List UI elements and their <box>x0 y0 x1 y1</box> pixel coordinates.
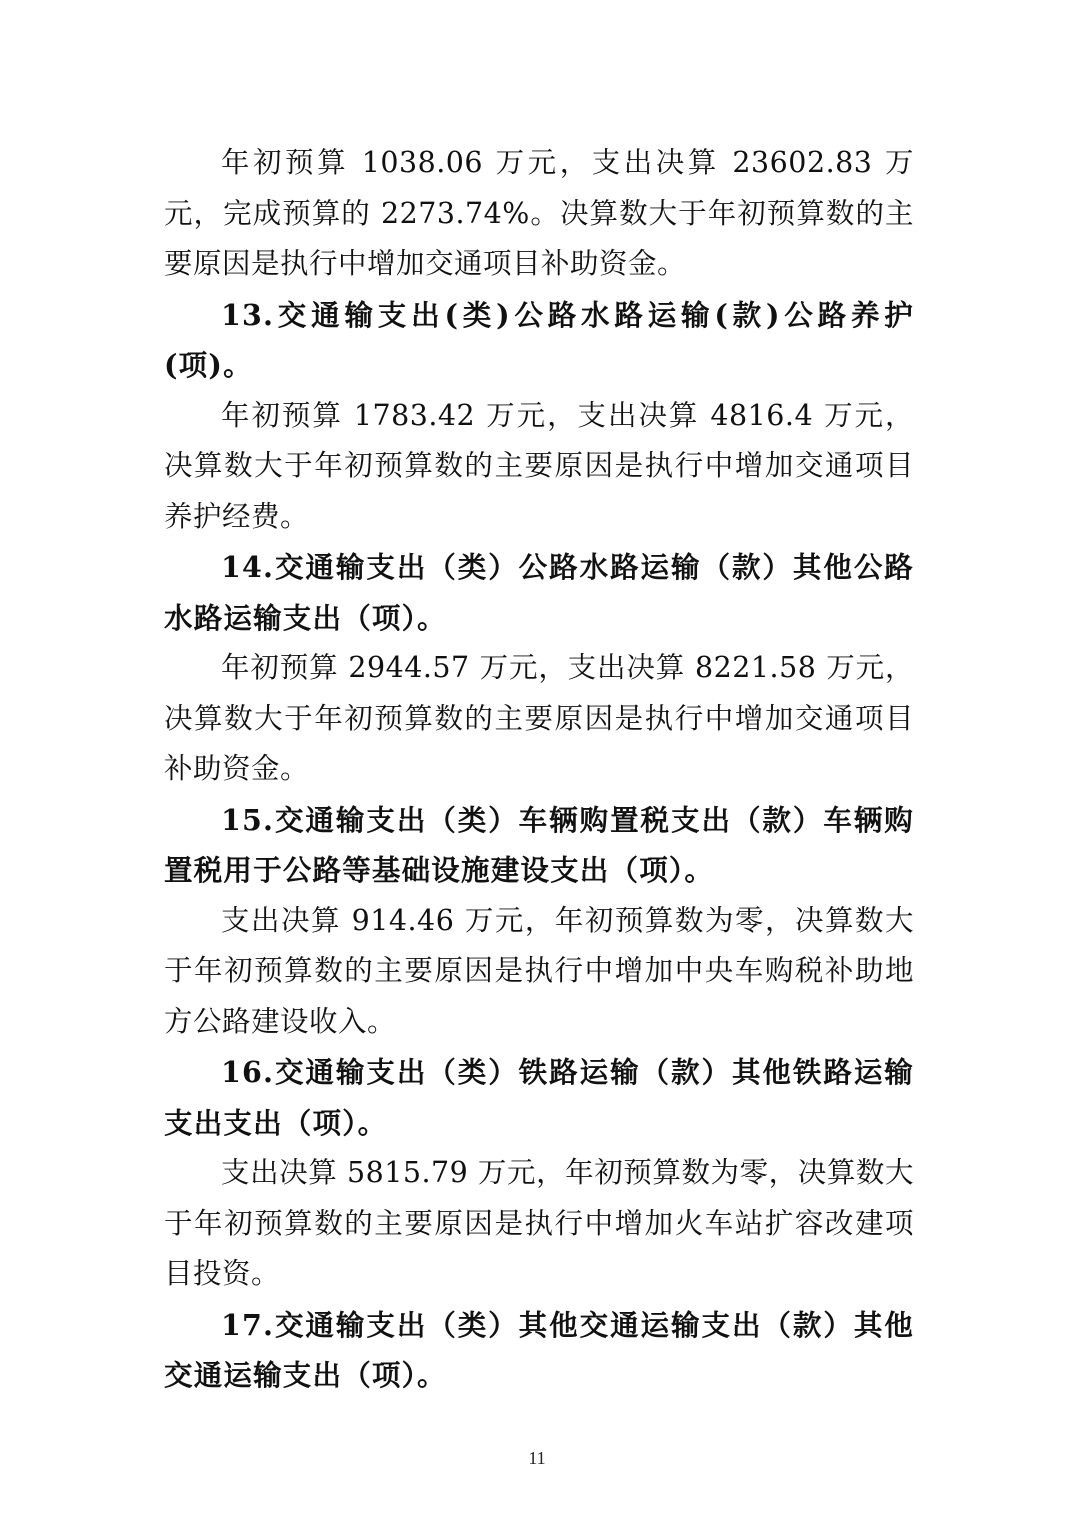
heading-item-13: 13.交通输支出(类)公路水路运输(款)公路养护(项)。 <box>164 297 914 382</box>
page-content <box>164 138 914 1401</box>
paragraph-item-14-detail: 年初预算 2944.57 万元，支出决算 8221.58 万元，决算数大于年初预算数的主要原因是执行中增加交通项目补助资金。 <box>164 651 914 785</box>
paragraph-item-13-detail: 年初预算 1783.42 万元，支出决算 4816.4 万元，决算数大于年初预算数的主要原因是执行中增加交通项目养护经费。 <box>164 398 914 533</box>
paragraph-item-15-detail: 支出决算 914.46 万元，年初预算数为零，决算数大于年初预算数的主要原因是执行中增加中央车购税补助地方公路建设收入。 <box>164 903 914 1038</box>
heading-item-15: 15.交通输支出（类）车辆购置税支出（款）车辆购置税用于公路等基础设施建设支出（项）。 <box>164 802 914 887</box>
paragraph-item-16-detail: 支出决算 5815.79 万元，年初预算数为零，决算数大于年初预算数的主要原因是执行中增加火车站扩容改建项目投资。 <box>164 1156 914 1290</box>
heading-item-17: 17.交通输支出（类）其他交通运输支出（款）其他交通运输支出（项）。 <box>164 1307 914 1392</box>
page-number: 11 <box>528 1448 546 1468</box>
heading-item-16: 16.交通输支出（类）铁路运输（款）其他铁路运输支出支出（项）。 <box>164 1055 914 1140</box>
heading-item-14: 14.交通输支出（类）公路水路运输（款）其他公路水路运输支出（项）。 <box>164 550 914 635</box>
paragraph-budget-traffic-subsidy: 年初预算 1038.06 万元，支出决算 23602.83 万元，完成预算的 2273.74%。决算数大于年初预算数的主要原因是执行中增加交通项目补助资金。 <box>164 146 914 280</box>
